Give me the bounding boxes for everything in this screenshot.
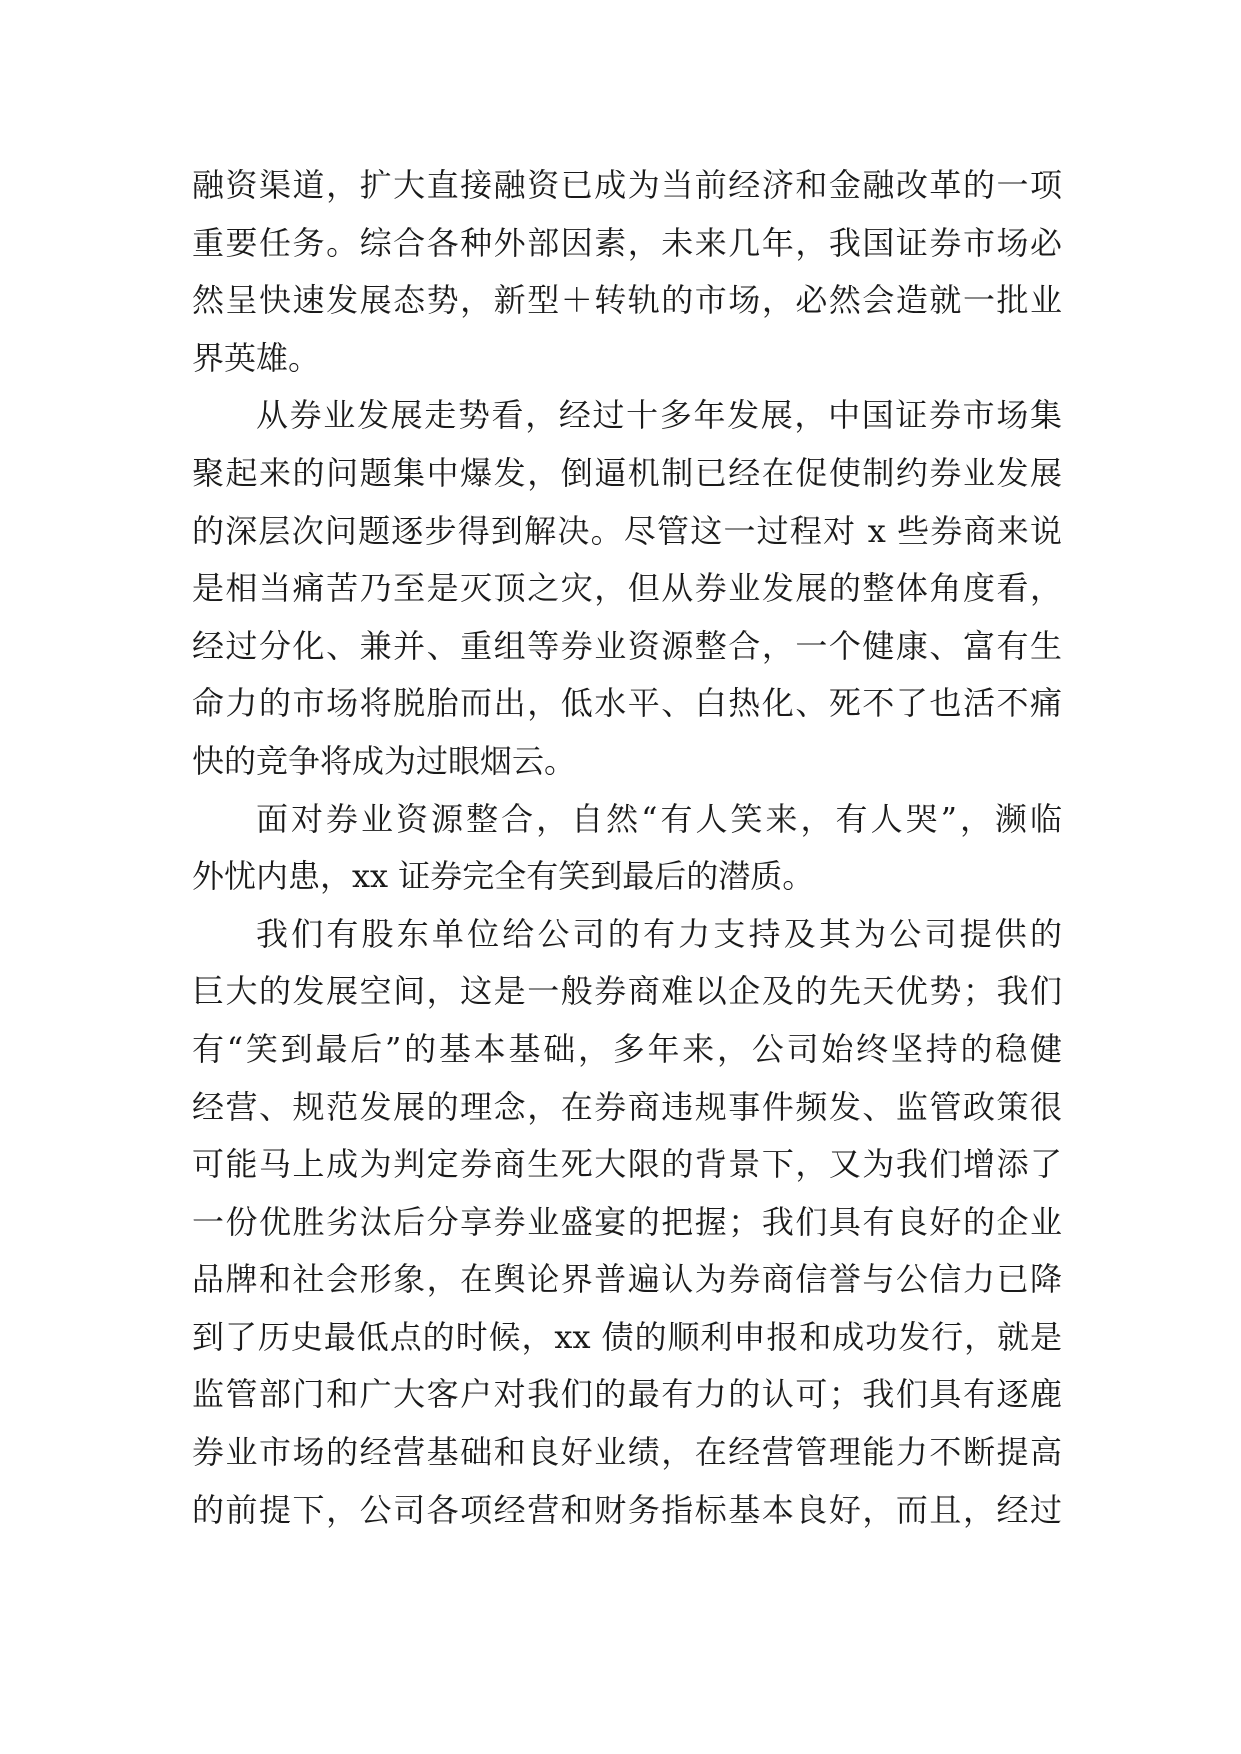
- text-line: 面对券业资源整合，自然“有人笑来，有人哭”，濒临: [256, 799, 1062, 838]
- text-line: 一份优胜劣汰后分享券业盛宴的把握；我们具有良好的企业: [192, 1202, 1062, 1241]
- text-line: 外忧内患，xx 证券完全有笑到最后的潜质。: [192, 857, 815, 896]
- text-line: 品牌和社会形象，在舆论界普遍认为券商信誉与公信力已降: [192, 1260, 1062, 1299]
- text-line: 聚起来的问题集中爆发，倒逼机制已经在促使制约券业发展: [192, 453, 1062, 492]
- text-line: 我们有股东单位给公司的有力支持及其为公司提供的: [256, 914, 1062, 953]
- text-line: 巨大的发展空间，这是一般券商难以企及的先天优势；我们: [192, 972, 1062, 1011]
- text-line: 然呈快速发展态势，新型＋转轨的市场，必然会造就一批业: [192, 281, 1062, 320]
- text-line: 快的竞争将成为过眼烟云。: [192, 741, 577, 780]
- text-line: 到了历史最低点的时候，xx 债的顺利申报和成功发行，就是: [192, 1317, 1062, 1356]
- text-line: 融资渠道，扩大直接融资已成为当前经济和金融改革的一项: [192, 166, 1062, 204]
- text-line: 的前提下，公司各项经营和财务指标基本良好，而且，经过: [192, 1490, 1062, 1529]
- text-line: 是相当痛苦乃至是灭顶之灾，但从券业发展的整体角度看，: [192, 569, 1062, 608]
- text-line: 的深层次问题逐步得到解决。尽管这一过程对 x 些券商来说: [192, 511, 1062, 550]
- text-line: 经过分化、兼并、重组等券业资源整合，一个健康、富有生: [192, 626, 1062, 665]
- text-line: 界英雄。: [192, 338, 321, 377]
- text-line: 经营、规范发展的理念，在券商违规事件频发、监管政策很: [192, 1087, 1062, 1126]
- text-line: 有“笑到最后”的基本基础，多年来，公司始终坚持的稳健: [192, 1029, 1062, 1068]
- text-line: 从券业发展走势看，经过十多年发展，中国证券市场集: [256, 396, 1062, 435]
- text-line: 券业市场的经营基础和良好业绩，在经营管理能力不断提高: [192, 1433, 1062, 1472]
- body-text: [192, 157, 1062, 1539]
- text-line: 可能马上成为判定券商生死大限的背景下，又为我们增添了: [192, 1145, 1062, 1184]
- text-line: 命力的市场将脱胎而出，低水平、白热化、死不了也活不痛: [192, 684, 1062, 723]
- text-line: 重要任务。综合各种外部因素，未来几年，我国证券市场必: [192, 223, 1062, 262]
- text-line: 监管部门和广大客户对我们的最有力的认可；我们具有逐鹿: [192, 1375, 1062, 1414]
